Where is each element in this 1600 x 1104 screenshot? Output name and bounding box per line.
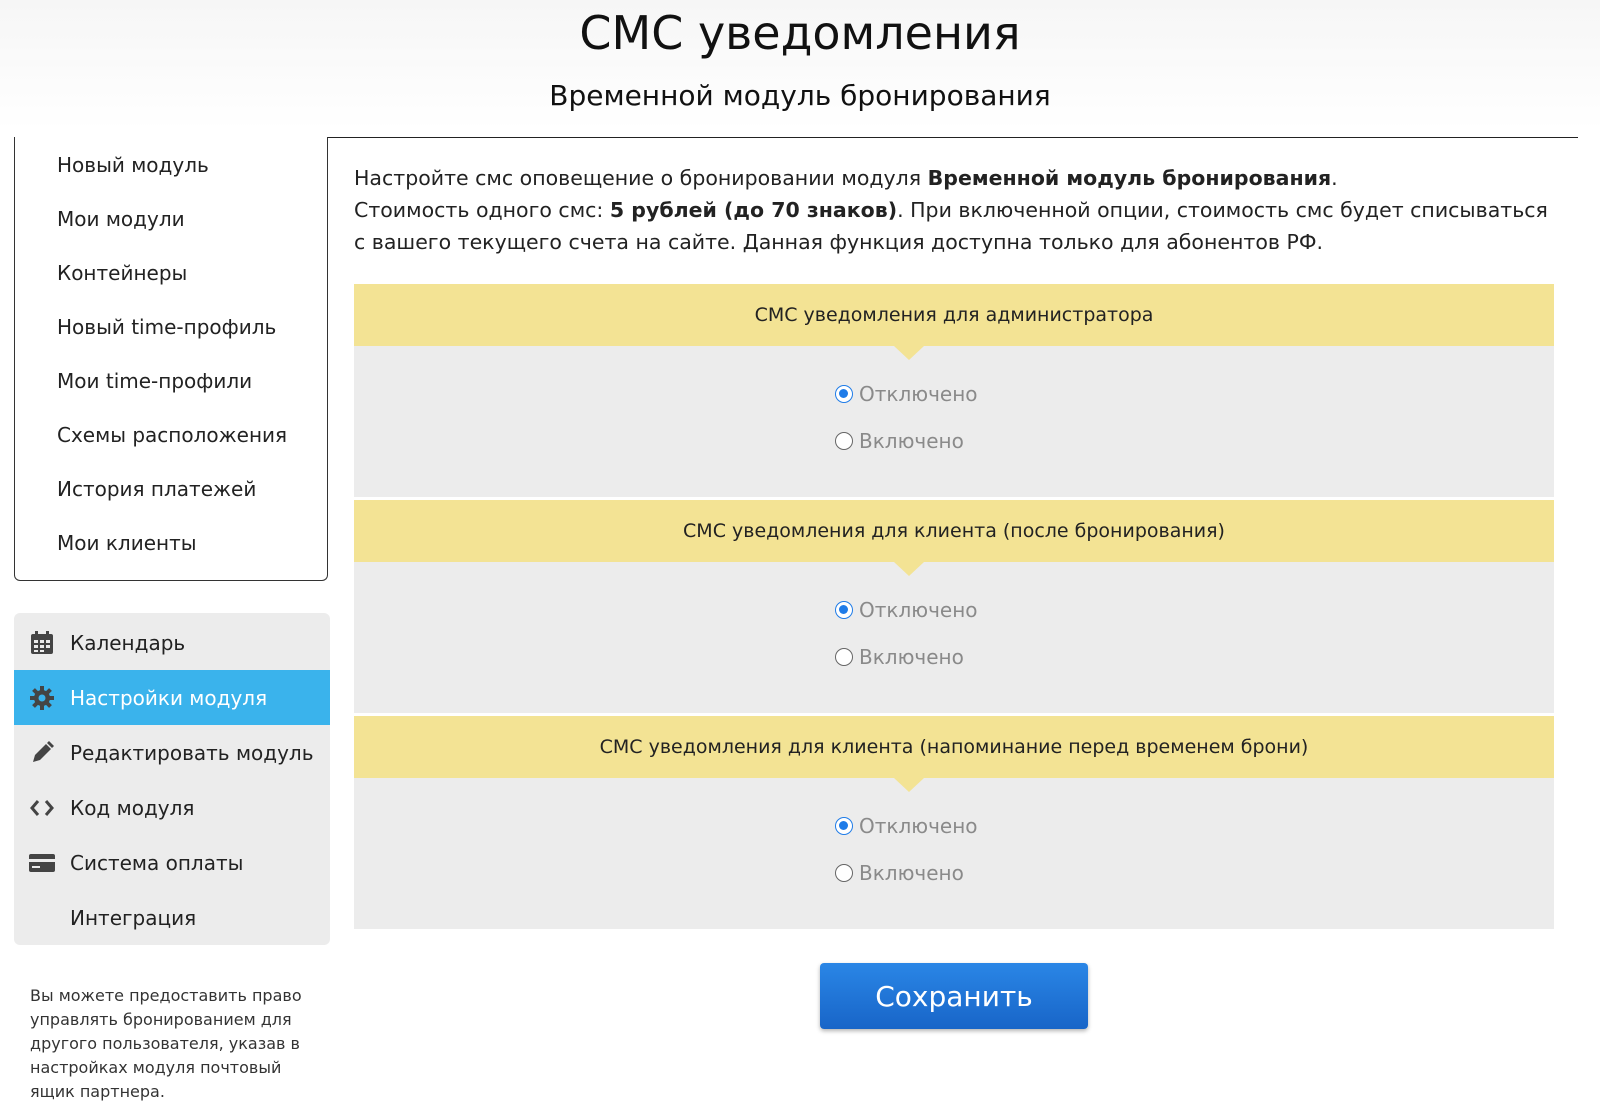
save-button[interactable]: Сохранить — [820, 963, 1088, 1029]
sms-admin-panel — [354, 284, 1554, 497]
menu-item-containers[interactable]: Контейнеры — [57, 261, 188, 285]
partner-note: Вы можете предоставить право управлять бронированием для другого пользователя, указав в настройках модуля почтовый ящик партнера. — [30, 986, 302, 1101]
radio-button[interactable] — [835, 385, 853, 403]
nav-label: Настройки модуля — [70, 685, 268, 710]
nav-item-calendar[interactable] — [14, 615, 330, 670]
radio-option-enabled[interactable]: Включено — [835, 427, 964, 455]
radio-button[interactable] — [835, 601, 853, 619]
radio-option-enabled[interactable]: Включено — [835, 859, 964, 887]
nav-item-module-code[interactable] — [14, 780, 330, 835]
radio-button[interactable] — [835, 817, 853, 835]
menu-item-my-time-profiles[interactable]: Мои time-профили — [57, 369, 253, 393]
nav-item-module-settings[interactable] — [14, 670, 330, 725]
radio-option-disabled[interactable]: Отключено — [835, 812, 978, 840]
menu-item-layouts[interactable]: Схемы расположения — [57, 423, 288, 447]
menu-item-my-clients[interactable]: Мои клиенты — [57, 531, 197, 555]
pencil-icon — [28, 739, 56, 767]
nav-label: Система оплаты — [70, 850, 244, 875]
radio-button[interactable] — [835, 432, 853, 450]
page-title: СМС уведомления — [579, 6, 1021, 60]
radio-option-enabled[interactable]: Включено — [835, 643, 964, 671]
nav-item-edit-module[interactable] — [14, 725, 330, 780]
panel-title: СМС уведомления для клиента (напоминание перед временем брони) — [354, 716, 1554, 778]
radio-button[interactable] — [835, 648, 853, 666]
nav-item-payment-system[interactable] — [14, 835, 330, 890]
credit-card-icon — [28, 849, 56, 877]
menu-item-new-time-profile[interactable]: Новый time-профиль — [57, 315, 277, 339]
intro-text: Настройте смс оповещение о бронировании модуля Временной модуль бронирования. Стоимость одного смс: 5 рублей (до 70 знаков). При включенной опции, стоимость смс будет списываться с вашего текущего счета на сайте. Данная функция доступна только для абонентов РФ. — [354, 166, 1548, 254]
menu-item-new-module[interactable]: Новый модуль — [57, 153, 209, 177]
nav-item-integration[interactable] — [14, 890, 330, 945]
calendar-icon — [28, 629, 56, 657]
radio-option-disabled[interactable]: Отключено — [835, 380, 978, 408]
panel-title: СМС уведомления для клиента (после бронирования) — [354, 500, 1554, 562]
nav-label: Редактировать модуль — [70, 740, 314, 765]
nav-label: Интеграция — [70, 905, 197, 930]
nav-label: Код модуля — [70, 795, 195, 820]
gear-icon — [28, 684, 56, 712]
page-subtitle: Временной модуль бронирования — [549, 79, 1051, 112]
main-menu — [14, 137, 328, 581]
radio-button[interactable] — [835, 864, 853, 882]
module-name: Временной модуль бронирования — [927, 166, 1332, 190]
sms-client-after-booking-panel — [354, 500, 1554, 713]
nav-label: Календарь — [70, 630, 186, 655]
panel-title: СМС уведомления для администратора — [354, 284, 1554, 346]
menu-item-my-modules[interactable]: Мои модули — [57, 207, 185, 231]
code-icon — [28, 794, 56, 822]
radio-option-disabled[interactable]: Отключено — [835, 596, 978, 624]
menu-item-payment-history[interactable]: История платежей — [57, 477, 257, 501]
sms-client-reminder-panel — [354, 716, 1554, 929]
sms-price: 5 рублей (до 70 знаков) — [609, 198, 898, 222]
module-nav — [14, 613, 330, 945]
